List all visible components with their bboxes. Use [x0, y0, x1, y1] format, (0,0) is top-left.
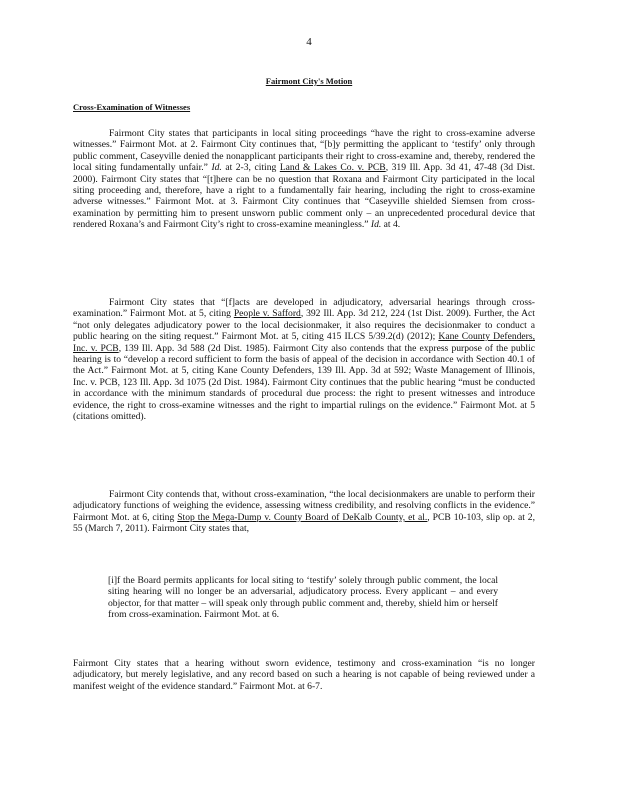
p2-text-a: Fairmont City states that “[f]acts are developed in adjudicatory, adversarial hearings through cross-examination.” Fairmont Mot. at 5, citing — [73, 297, 535, 320]
p1-text-b: at 2-3, citing — [221, 162, 280, 174]
section-heading-text: Fairmont City's Motion — [265, 76, 353, 86]
paragraph-4: Fairmont City states that a hearing without sworn evidence, testimony and cross-examination “is no longer adjudicatory, but merely legislative, and any record based on such a hearing is not capable of being reviewed under a manifest weight of the evidence standard.” Fairmont Mot. at 6-7. — [73, 658, 535, 692]
block-quote: [i]f the Board permits applicants for local siting to ‘testify’ solely through public comment, the local siting hearing will no longer be an adversarial, adjudicatory process. Every applicant – and every objector, for that matter – will speak only through public comment and, thereby, shield him or herself from cross-examination. Fairmont Mot. at 6. — [108, 575, 498, 621]
p1-text-d: at 4. — [381, 219, 401, 231]
p2-citation-1: People v. Safford — [233, 308, 301, 320]
paragraph-1 — [73, 128, 535, 231]
p2-text-c: , 139 Ill. App. 3d 588 (2d Dist. 1985). Fairmont City also contends that the express purpose of the public hearing is to “develop a record sufficient to form the basis of appeal of the decision in accordance with Section 40.1 of the Act.” Fairmont Mot. at 5, citing Kane County Defenders, 139 Ill. App. 3d at 592; Waste Management of Illinois, Inc. v. PCB, 123 Ill. App. 3d 1075 (2d Dist. 1984). Fairmont City continues that the public hearing “must be conducted in accordance with the minimum standards of procedural due process: the right to present witnesses and introduce evidence, the right to cross-examine witnesses and the right to impartial rulings on the evidence.” Fairmont Mot. at 5 (citations omitted). — [73, 342, 536, 423]
p1-text-a: Fairmont City states that participants in local siting proceedings “have the right to cross-examine adverse witnesses.” Fairmont Mot. at 2. Fairmont City continues that, “[b]y permitting the applicant to ‘testify’ only through public comment, Caseyville denied the nonapplicant participants their right to cross-examine and, thereby, rendered the local siting fundamentally unfair.” — [73, 128, 535, 174]
p3-text-b: , PCB 10-103, slip op. at 2, 55 (March 7, 2011). Fairmont City states that, — [73, 511, 535, 535]
p1-id-2: Id. — [370, 219, 382, 231]
paragraph-3 — [73, 489, 535, 535]
p1-id-1: Id. — [211, 162, 222, 174]
p1-text-c: , 319 Ill. App. 3d 41, 47-48 (3d Dist. 2000). Fairmont City states that “[t]here can be no question that Roxana and Fairmont City participated in the local siting proceeding and, therefore, have a right to a fundamentally fair hearing, including the right to cross-examine adverse witnesses.” Fairmont Mot. at 3. Fairmont City continues that “Caseyville shielded Siemsen from cross-examination by permitting him to present unsworn public comment only – an unprecedented procedural device that rendered Roxana’s and Fairmont City’s right to cross-examine meaningless.” — [73, 162, 535, 231]
section-heading — [0, 76, 618, 86]
subsection-heading: Cross-Examination of Witnesses — [73, 102, 191, 112]
p1-citation: Land & Lakes Co. v. PCB — [279, 162, 386, 174]
p2-citation-2: Kane County Defenders, Inc. v. PCB — [73, 331, 536, 354]
p3-citation: Stop the Mega-Dump v. County Board of DeKalb County, et al. — [177, 511, 428, 523]
page-number: 4 — [306, 36, 312, 48]
paragraph-2 — [73, 297, 535, 422]
p2-text-b: , 392 Ill. App. 3d 212, 224 (1st Dist. 2009). Further, the Act “not only delegates adjudicatory power to the local decisionmaker, it also requires the decisionmaker to conduct a public hearing on the siting request.” Fairmont Mot. at 5, citing 415 ILCS 5/39.2(d) (2012); — [73, 308, 535, 343]
p3-text-a: Fairmont City contends that, without cross-examination, “the local decisionmakers are unable to perform their adjudicatory functions of weighing the evidence, assessing witness credibility, and resolving conflicts in the evidence.” Fairmont Mot. at 6, citing — [73, 489, 535, 523]
